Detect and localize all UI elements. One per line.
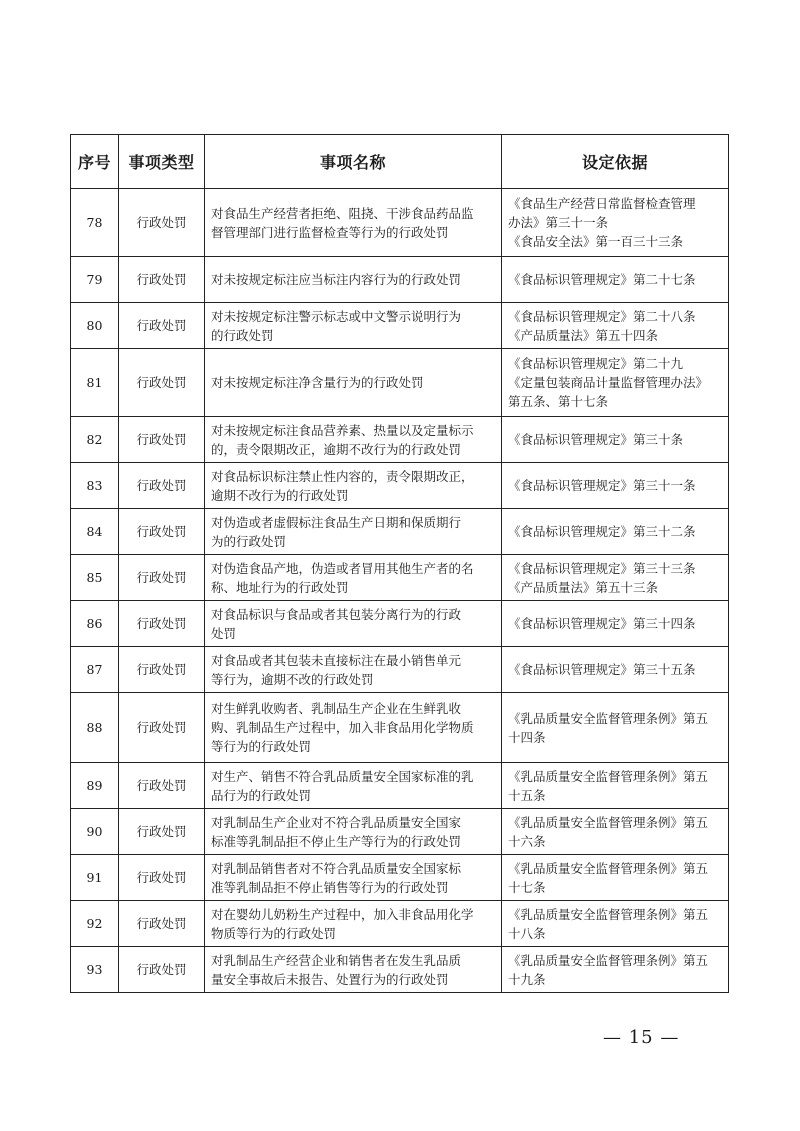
cell-item-name bbox=[205, 349, 502, 417]
cell-item-name bbox=[205, 555, 502, 601]
cell-item-name bbox=[205, 417, 502, 463]
item-name-line: 购、乳制品生产过程中，加入非食品用化学物质 bbox=[211, 720, 474, 735]
header-item-name: 事项名称 bbox=[205, 135, 502, 189]
item-name-line: 为的行政处罚 bbox=[211, 533, 287, 549]
legal-basis-line: 十六条 bbox=[508, 833, 546, 849]
item-name-line: 对乳制品生产经营企业和销售者在发生乳品质 bbox=[211, 952, 462, 968]
cell-item-name bbox=[205, 509, 502, 555]
cell-serial-number: 90 bbox=[71, 809, 119, 855]
legal-basis-line: 十四条 bbox=[508, 729, 546, 745]
cell-item-name bbox=[205, 463, 502, 509]
cell-item-type: 行政处罚 bbox=[119, 693, 205, 763]
cell-legal-basis bbox=[502, 693, 729, 763]
legal-basis-line: 《乳品质量安全监督管理条例》第五 bbox=[508, 768, 709, 784]
legal-basis-line: 《产品质量法》第五十四条 bbox=[508, 327, 659, 343]
cell-item-name bbox=[205, 901, 502, 947]
page-number: — 15 — bbox=[603, 1027, 680, 1048]
header-item-type: 事项类型 bbox=[119, 135, 205, 189]
cell-legal-basis bbox=[502, 555, 729, 601]
cell-serial-number: 92 bbox=[71, 901, 119, 947]
cell-item-type: 行政处罚 bbox=[119, 555, 205, 601]
cell-legal-basis bbox=[502, 947, 729, 993]
cell-serial-number: 91 bbox=[71, 855, 119, 901]
cell-item-type: 行政处罚 bbox=[119, 947, 205, 993]
cell-serial-number: 85 bbox=[71, 555, 119, 601]
cell-item-type: 行政处罚 bbox=[119, 509, 205, 555]
cell-serial-number: 89 bbox=[71, 763, 119, 809]
legal-basis-line: 第五条、第十七条 bbox=[508, 394, 609, 409]
item-name-line: 对乳制品销售者对不符合乳品质量安全国家标 bbox=[211, 860, 462, 876]
item-name-line: 等行为，逾期不改的行政处罚 bbox=[211, 671, 374, 687]
item-name-line: 品行为的行政处罚 bbox=[211, 787, 312, 803]
legal-basis-line: 《食品标识管理规定》第三十一条 bbox=[508, 478, 696, 493]
item-name-line: 对未按规定标注警示标志或中文警示说明行为 bbox=[211, 308, 462, 324]
regulation-table bbox=[70, 134, 729, 993]
cell-serial-number: 82 bbox=[71, 417, 119, 463]
item-name-line: 对食品标识与食品或者其包装分离行为的行政 bbox=[211, 606, 462, 622]
cell-serial-number: 79 bbox=[71, 257, 119, 303]
legal-basis-line: 《食品标识管理规定》第三十三条 bbox=[508, 560, 696, 576]
table-row bbox=[71, 693, 729, 763]
cell-legal-basis bbox=[502, 463, 729, 509]
item-name-line: 对食品标识标注禁止性内容的，责令限期改正， bbox=[211, 468, 474, 484]
item-name-line: 逾期不改行为的行政处罚 bbox=[211, 487, 349, 503]
item-name-line: 的，责令限期改正，逾期不改行为的行政处罚 bbox=[211, 441, 462, 457]
table-row bbox=[71, 303, 729, 349]
legal-basis-line: 《食品安全法》第一百三十三条 bbox=[508, 234, 684, 249]
item-name-line: 对未按规定标注应当标注内容行为的行政处罚 bbox=[211, 272, 462, 287]
cell-item-name bbox=[205, 763, 502, 809]
table-row bbox=[71, 763, 729, 809]
cell-legal-basis bbox=[502, 349, 729, 417]
table-row bbox=[71, 809, 729, 855]
legal-basis-line: 《乳品质量安全监督管理条例》第五 bbox=[508, 952, 709, 968]
cell-item-type: 行政处罚 bbox=[119, 257, 205, 303]
table-row bbox=[71, 349, 729, 417]
cell-item-name bbox=[205, 647, 502, 693]
item-name-line: 对食品或者其包装未直接标注在最小销售单元 bbox=[211, 652, 462, 668]
legal-basis-line: 十九条 bbox=[508, 971, 546, 987]
item-name-line: 对伪造食品产地，伪造或者冒用其他生产者的名 bbox=[211, 560, 474, 576]
cell-legal-basis bbox=[502, 809, 729, 855]
legal-basis-line: 办法》第三十一条 bbox=[508, 215, 609, 230]
cell-serial-number: 86 bbox=[71, 601, 119, 647]
cell-item-type: 行政处罚 bbox=[119, 303, 205, 349]
table-row bbox=[71, 257, 729, 303]
item-name-line: 标准等乳制品拒不停止生产等行为的行政处罚 bbox=[211, 833, 462, 849]
cell-legal-basis bbox=[502, 303, 729, 349]
cell-item-type: 行政处罚 bbox=[119, 809, 205, 855]
table-row bbox=[71, 509, 729, 555]
table-row bbox=[71, 601, 729, 647]
legal-basis-line: 《食品生产经营日常监督检查管理 bbox=[508, 196, 696, 211]
item-name-line: 对伪造或者虚假标注食品生产日期和保质期行 bbox=[211, 514, 462, 530]
cell-item-type: 行政处罚 bbox=[119, 763, 205, 809]
cell-item-name bbox=[205, 855, 502, 901]
table-body bbox=[71, 189, 729, 993]
item-name-line: 对生产、销售不符合乳品质量安全国家标准的乳 bbox=[211, 768, 474, 784]
item-name-line: 等行为的行政处罚 bbox=[211, 739, 312, 754]
header-serial-number: 序号 bbox=[71, 135, 119, 189]
cell-item-type: 行政处罚 bbox=[119, 901, 205, 947]
cell-legal-basis bbox=[502, 189, 729, 257]
cell-item-name bbox=[205, 809, 502, 855]
cell-serial-number: 84 bbox=[71, 509, 119, 555]
table-row bbox=[71, 555, 729, 601]
cell-item-type: 行政处罚 bbox=[119, 463, 205, 509]
cell-serial-number: 83 bbox=[71, 463, 119, 509]
legal-basis-line: 十八条 bbox=[508, 925, 546, 941]
item-name-line: 称、地址行为的行政处罚 bbox=[211, 579, 349, 595]
cell-serial-number: 88 bbox=[71, 693, 119, 763]
legal-basis-line: 《乳品质量安全监督管理条例》第五 bbox=[508, 814, 709, 830]
cell-legal-basis bbox=[502, 763, 729, 809]
item-name-line: 对食品生产经营者拒绝、阻挠、干涉食品药品监 bbox=[211, 205, 474, 221]
table-row bbox=[71, 417, 729, 463]
cell-item-type: 行政处罚 bbox=[119, 647, 205, 693]
legal-basis-line: 《食品标识管理规定》第二十八条 bbox=[508, 308, 696, 324]
legal-basis-line: 《产品质量法》第五十三条 bbox=[508, 579, 659, 595]
cell-item-name bbox=[205, 257, 502, 303]
legal-basis-line: 《食品标识管理规定》第三十条 bbox=[508, 432, 684, 447]
legal-basis-line: 《食品标识管理规定》第三十二条 bbox=[508, 524, 696, 539]
cell-item-type: 行政处罚 bbox=[119, 417, 205, 463]
item-name-line: 的行政处罚 bbox=[211, 327, 274, 343]
item-name-line: 对生鲜乳收购者、乳制品生产企业在生鲜乳收 bbox=[211, 701, 462, 716]
table-row bbox=[71, 855, 729, 901]
legal-basis-line: 《食品标识管理规定》第二十七条 bbox=[508, 272, 696, 287]
legal-basis-line: 《食品标识管理规定》第三十五条 bbox=[508, 662, 696, 677]
cell-legal-basis bbox=[502, 509, 729, 555]
legal-basis-line: 《乳品质量安全监督管理条例》第五 bbox=[508, 906, 709, 922]
table-row bbox=[71, 647, 729, 693]
cell-item-name bbox=[205, 189, 502, 257]
item-name-line: 量安全事故后未报告、处置行为的行政处罚 bbox=[211, 971, 449, 987]
cell-serial-number: 78 bbox=[71, 189, 119, 257]
cell-serial-number: 80 bbox=[71, 303, 119, 349]
item-name-line: 准等乳制品拒不停止销售等行为的行政处罚 bbox=[211, 879, 449, 895]
cell-legal-basis bbox=[502, 257, 729, 303]
legal-basis-line: 《乳品质量安全监督管理条例》第五 bbox=[508, 860, 709, 876]
cell-item-type: 行政处罚 bbox=[119, 855, 205, 901]
cell-item-name bbox=[205, 693, 502, 763]
item-name-line: 督管理部门进行监督检查等行为的行政处罚 bbox=[211, 224, 449, 240]
legal-basis-line: 《定量包装商品计量监督管理办法》 bbox=[508, 375, 709, 390]
cell-legal-basis bbox=[502, 601, 729, 647]
item-name-line: 对乳制品生产企业对不符合乳品质量安全国家 bbox=[211, 814, 462, 830]
item-name-line: 物质等行为的行政处罚 bbox=[211, 925, 337, 941]
cell-item-type: 行政处罚 bbox=[119, 601, 205, 647]
cell-legal-basis bbox=[502, 417, 729, 463]
item-name-line: 对未按规定标注食品营养素、热量以及定量标示 bbox=[211, 422, 474, 438]
table-row bbox=[71, 901, 729, 947]
table-row bbox=[71, 947, 729, 993]
legal-basis-line: 《食品标识管理规定》第二十九 bbox=[508, 356, 684, 371]
cell-legal-basis bbox=[502, 855, 729, 901]
cell-legal-basis bbox=[502, 901, 729, 947]
cell-item-type: 行政处罚 bbox=[119, 189, 205, 257]
cell-serial-number: 93 bbox=[71, 947, 119, 993]
table-row bbox=[71, 189, 729, 257]
cell-item-type: 行政处罚 bbox=[119, 349, 205, 417]
legal-basis-line: 《乳品质量安全监督管理条例》第五 bbox=[508, 710, 709, 726]
table-row bbox=[71, 463, 729, 509]
item-name-line: 对未按规定标注净含量行为的行政处罚 bbox=[211, 375, 424, 390]
table-header-row bbox=[71, 135, 729, 189]
cell-item-name bbox=[205, 303, 502, 349]
cell-item-name bbox=[205, 947, 502, 993]
item-name-line: 处罚 bbox=[211, 625, 237, 641]
legal-basis-line: 十七条 bbox=[508, 879, 546, 895]
legal-basis-line: 十五条 bbox=[508, 787, 546, 803]
legal-basis-line: 《食品标识管理规定》第三十四条 bbox=[508, 616, 696, 631]
cell-serial-number: 81 bbox=[71, 349, 119, 417]
cell-legal-basis bbox=[502, 647, 729, 693]
header-legal-basis: 设定依据 bbox=[502, 135, 729, 189]
cell-serial-number: 87 bbox=[71, 647, 119, 693]
cell-item-name bbox=[205, 601, 502, 647]
item-name-line: 对在婴幼儿奶粉生产过程中，加入非食品用化学 bbox=[211, 906, 474, 922]
